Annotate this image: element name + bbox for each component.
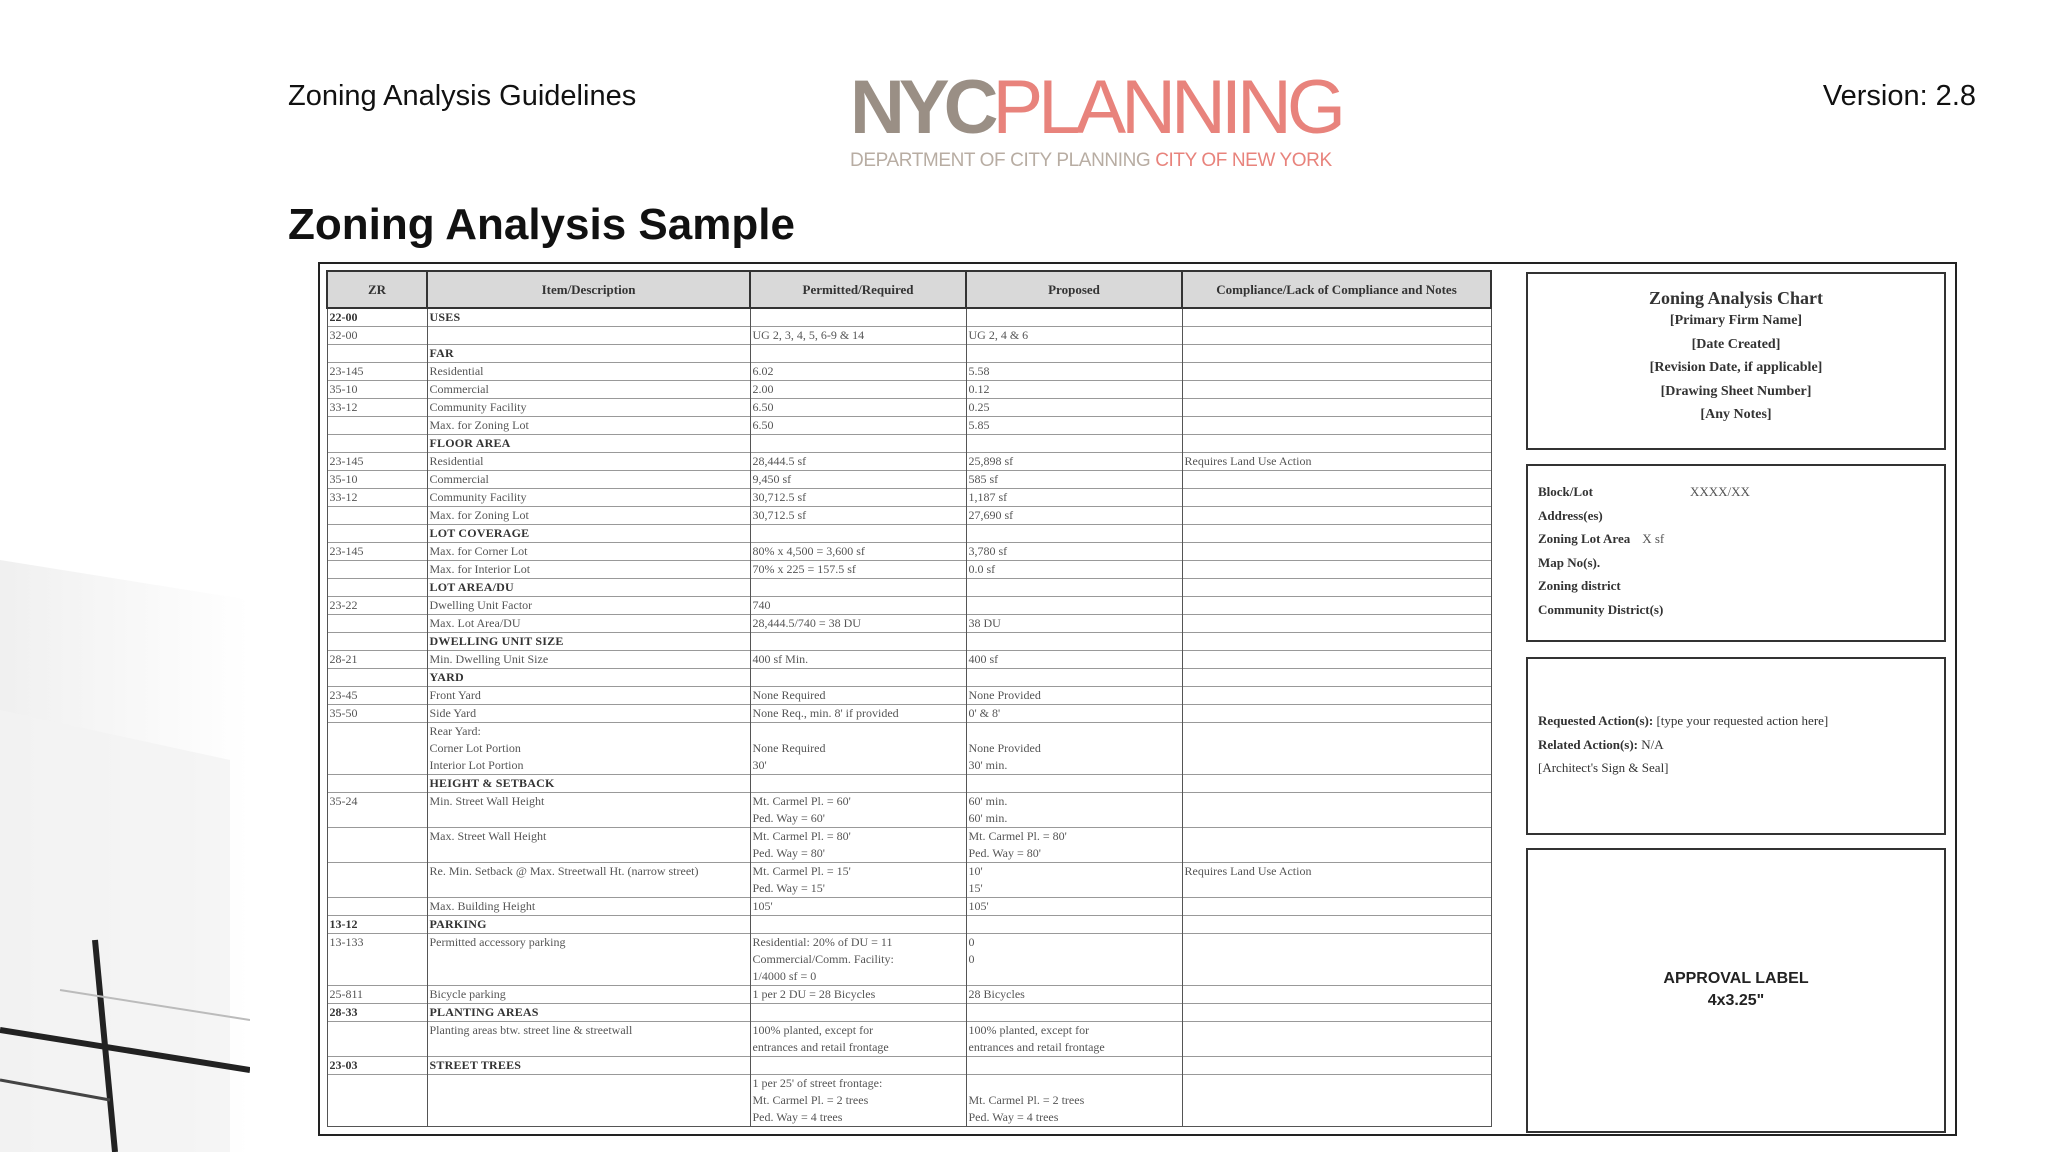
proposed-cell: 0.25	[966, 399, 1182, 417]
table-row	[327, 471, 1491, 489]
item-cell	[427, 327, 750, 345]
nyc-planning-logo	[850, 65, 1420, 171]
notes-cell	[1182, 1022, 1491, 1057]
permitted-cell: 9,450 sf	[750, 471, 966, 489]
item-cell: PARKING	[427, 916, 750, 934]
item-cell: Residential	[427, 453, 750, 471]
chart-box-sheet-number: [Drawing Sheet Number]	[1660, 383, 1812, 399]
zr-cell	[327, 898, 427, 916]
proposed-cell	[966, 633, 1182, 651]
table-row	[327, 828, 1491, 863]
zr-cell	[327, 561, 427, 579]
zr-cell	[327, 507, 427, 525]
table-section-row	[327, 1004, 1491, 1022]
approval-label-box	[1526, 848, 1946, 1133]
zr-cell: 23-03	[327, 1057, 427, 1075]
address-row	[1538, 504, 1934, 528]
zr-cell: 33-12	[327, 489, 427, 507]
notes-cell	[1182, 828, 1491, 863]
item-cell: Community Facility	[427, 399, 750, 417]
zr-cell: 35-10	[327, 381, 427, 399]
zr-cell	[327, 435, 427, 453]
related-action-value: N/A	[1641, 736, 1664, 752]
permitted-cell: Mt. Carmel Pl. = 80' Ped. Way = 80'	[750, 828, 966, 863]
table-section-row	[327, 633, 1491, 651]
proposed-cell: 5.85	[966, 417, 1182, 435]
item-cell: HEIGHT & SETBACK	[427, 775, 750, 793]
table-section-row	[327, 916, 1491, 934]
permitted-cell	[750, 1004, 966, 1022]
table-row	[327, 597, 1491, 615]
notes-cell	[1182, 669, 1491, 687]
zr-cell: 23-145	[327, 543, 427, 561]
proposed-cell	[966, 669, 1182, 687]
item-cell: Commercial	[427, 471, 750, 489]
notes-cell	[1182, 543, 1491, 561]
notes-cell	[1182, 435, 1491, 453]
zoning-lot-area-row	[1538, 527, 1934, 551]
permitted-cell: 1 per 25' of street frontage: Mt. Carmel Pl. = 2 trees Ped. Way = 4 trees	[750, 1075, 966, 1127]
block-lot-value: XXXX/XX	[1690, 484, 1750, 499]
item-cell: Commercial	[427, 381, 750, 399]
permitted-cell: 100% planted, except for entrances and retail frontage	[750, 1022, 966, 1057]
proposed-cell	[966, 775, 1182, 793]
proposed-cell: 27,690 sf	[966, 507, 1182, 525]
notes-cell	[1182, 381, 1491, 399]
table-row	[327, 1022, 1491, 1057]
table-row	[327, 399, 1491, 417]
notes-cell	[1182, 1075, 1491, 1127]
zr-cell	[327, 723, 427, 775]
zoning-analysis-table	[326, 270, 1492, 1127]
table-row	[327, 453, 1491, 471]
proposed-cell: 38 DU	[966, 615, 1182, 633]
permitted-cell: 6.50	[750, 417, 966, 435]
requested-action-label: Requested Action(s):	[1538, 713, 1654, 728]
zoning-district-row	[1538, 574, 1934, 598]
permitted-cell: 80% x 4,500 = 3,600 sf	[750, 543, 966, 561]
table-row	[327, 615, 1491, 633]
item-cell: Re. Min. Setback @ Max. Streetwall Ht. (narrow street)	[427, 863, 750, 898]
permitted-cell: UG 2, 3, 4, 5, 6-9 & 14	[750, 327, 966, 345]
zr-cell: 23-145	[327, 453, 427, 471]
zr-cell	[327, 345, 427, 363]
proposed-cell: UG 2, 4 & 6	[966, 327, 1182, 345]
notes-cell	[1182, 561, 1491, 579]
item-cell: Max. for Interior Lot	[427, 561, 750, 579]
table-section-row	[327, 525, 1491, 543]
notes-cell	[1182, 345, 1491, 363]
notes-cell	[1182, 489, 1491, 507]
table-header-row	[327, 271, 1491, 308]
table-row	[327, 793, 1491, 828]
notes-cell	[1182, 898, 1491, 916]
table-row	[327, 687, 1491, 705]
permitted-cell	[750, 308, 966, 327]
notes-cell	[1182, 934, 1491, 986]
item-cell: Bicycle parking	[427, 986, 750, 1004]
item-cell: Min. Street Wall Height	[427, 793, 750, 828]
permitted-cell: 1 per 2 DU = 28 Bicycles	[750, 986, 966, 1004]
zr-cell: 13-12	[327, 916, 427, 934]
permitted-cell: 740	[750, 597, 966, 615]
table-section-row	[327, 1057, 1491, 1075]
zoning-analysis-sheet	[318, 262, 1957, 1136]
table-row	[327, 507, 1491, 525]
zr-cell	[327, 669, 427, 687]
proposed-cell: 0.12	[966, 381, 1182, 399]
table-row	[327, 705, 1491, 723]
chart-box-firm-name: [Primary Firm Name]	[1669, 313, 1803, 328]
table-row	[327, 543, 1491, 561]
zoning-lot-area-label: Zoning Lot Area	[1538, 531, 1631, 546]
zr-cell: 33-12	[327, 399, 427, 417]
community-district-label: Community District(s)	[1538, 601, 1664, 617]
zr-cell: 35-10	[327, 471, 427, 489]
zr-cell: 35-24	[327, 793, 427, 828]
header-version: Version: 2.8	[1822, 80, 1976, 112]
item-cell: Max. Lot Area/DU	[427, 615, 750, 633]
item-cell: Permitted accessory parking	[427, 934, 750, 986]
block-lot-label: Block/Lot	[1538, 484, 1593, 499]
permitted-cell: 105'	[750, 898, 966, 916]
community-district-row	[1538, 598, 1934, 622]
zr-cell: 23-22	[327, 597, 427, 615]
proposed-cell: 28 Bicycles	[966, 986, 1182, 1004]
permitted-cell: Residential: 20% of DU = 11 Commercial/Comm. Facility: 1/4000 sf = 0	[750, 934, 966, 986]
zr-cell: 23-145	[327, 363, 427, 381]
permitted-cell	[750, 525, 966, 543]
proposed-cell: 105'	[966, 898, 1182, 916]
permitted-cell: 6.50	[750, 399, 966, 417]
permitted-cell: 28,444.5 sf	[750, 453, 966, 471]
table-row	[327, 417, 1491, 435]
notes-cell	[1182, 525, 1491, 543]
zr-cell: 32-00	[327, 327, 427, 345]
zoning-lot-area-value: X sf	[1642, 531, 1665, 546]
background-decoration	[0, 560, 250, 1152]
block-lot-row	[1538, 480, 1934, 504]
permitted-cell: 400 sf Min.	[750, 651, 966, 669]
proposed-cell	[966, 308, 1182, 327]
proposed-cell	[966, 345, 1182, 363]
table-row	[327, 327, 1491, 345]
item-cell: Max. for Zoning Lot	[427, 507, 750, 525]
proposed-cell: 0.0 sf	[966, 561, 1182, 579]
chart-box-title: Zoning Analysis Chart	[1648, 288, 1824, 308]
logo-planning-text: PLANNING	[992, 65, 1342, 150]
table-section-row	[327, 308, 1491, 327]
permitted-cell: None Required 30'	[750, 723, 966, 775]
proposed-cell: 60' min. 60' min.	[966, 793, 1182, 828]
notes-cell	[1182, 916, 1491, 934]
item-cell: Side Yard	[427, 705, 750, 723]
address-label: Address(es)	[1538, 507, 1603, 523]
item-cell: Community Facility	[427, 489, 750, 507]
proposed-cell	[966, 1004, 1182, 1022]
chart-box-notes: [Any Notes]	[1700, 407, 1772, 422]
item-cell: USES	[427, 308, 750, 327]
permitted-cell	[750, 775, 966, 793]
zr-cell	[327, 525, 427, 543]
zr-cell: 23-45	[327, 687, 427, 705]
permitted-cell: None Req., min. 8' if provided	[750, 705, 966, 723]
notes-cell: Requires Land Use Action	[1182, 453, 1491, 471]
zr-cell	[327, 633, 427, 651]
zr-cell	[327, 615, 427, 633]
table-row	[327, 489, 1491, 507]
item-cell: PLANTING AREAS	[427, 1004, 750, 1022]
table-section-row	[327, 775, 1491, 793]
chart-box-date-created: [Date Created]	[1691, 336, 1781, 352]
actions-box	[1526, 657, 1946, 835]
permitted-cell: Mt. Carmel Pl. = 60' Ped. Way = 60'	[750, 793, 966, 828]
proposed-cell	[966, 916, 1182, 934]
table-row	[327, 1075, 1491, 1127]
permitted-cell: 28,444.5/740 = 38 DU	[750, 615, 966, 633]
notes-cell	[1182, 633, 1491, 651]
logo-city-text: CITY OF NEW YORK	[1155, 150, 1332, 171]
zoning-district-label: Zoning district	[1538, 578, 1621, 593]
permitted-cell	[750, 1057, 966, 1075]
notes-cell	[1182, 507, 1491, 525]
notes-cell	[1182, 986, 1491, 1004]
related-action-label: Related Action(s):	[1538, 736, 1639, 752]
item-cell: Front Yard	[427, 687, 750, 705]
proposed-cell	[966, 1057, 1182, 1075]
proposed-cell: None Provided	[966, 687, 1182, 705]
logo-dept-text: DEPARTMENT OF CITY PLANNING	[850, 150, 1151, 171]
zr-cell	[327, 1075, 427, 1127]
col-header-permitted: Permitted/Required	[750, 271, 966, 308]
notes-cell	[1182, 651, 1491, 669]
notes-cell	[1182, 579, 1491, 597]
table-row	[327, 381, 1491, 399]
notes-cell	[1182, 597, 1491, 615]
map-label: Map No(s).	[1538, 554, 1601, 570]
proposed-cell: 585 sf	[966, 471, 1182, 489]
zr-cell: 25-811	[327, 986, 427, 1004]
item-cell: Max. Street Wall Height	[427, 828, 750, 863]
notes-cell	[1182, 1004, 1491, 1022]
related-action-line	[1538, 733, 1934, 757]
permitted-cell	[750, 669, 966, 687]
col-header-zr: ZR	[327, 271, 427, 308]
item-cell: FLOOR AREA	[427, 435, 750, 453]
notes-cell	[1182, 705, 1491, 723]
proposed-cell: 10' 15'	[966, 863, 1182, 898]
permitted-cell	[750, 345, 966, 363]
zr-cell	[327, 863, 427, 898]
proposed-cell: 25,898 sf	[966, 453, 1182, 471]
item-cell: LOT AREA/DU	[427, 579, 750, 597]
requested-action-line	[1538, 709, 1934, 733]
proposed-cell	[966, 579, 1182, 597]
table-section-row	[327, 579, 1491, 597]
proposed-cell: 0 0	[966, 934, 1182, 986]
permitted-cell: 30,712.5 sf	[750, 489, 966, 507]
notes-cell	[1182, 417, 1491, 435]
item-cell: Rear Yard: Corner Lot Portion Interior Lot Portion	[427, 723, 750, 775]
proposed-cell: 0' & 8'	[966, 705, 1182, 723]
item-cell: DWELLING UNIT SIZE	[427, 633, 750, 651]
proposed-cell: 100% planted, except for entrances and retail frontage	[966, 1022, 1182, 1057]
notes-cell	[1182, 793, 1491, 828]
zr-cell	[327, 828, 427, 863]
page-title: Zoning Analysis Sample	[288, 200, 795, 249]
notes-cell	[1182, 471, 1491, 489]
table-body	[327, 308, 1491, 1127]
proposed-cell: 3,780 sf	[966, 543, 1182, 561]
item-cell: STREET TREES	[427, 1057, 750, 1075]
notes-cell	[1182, 363, 1491, 381]
proposed-cell: 400 sf	[966, 651, 1182, 669]
notes-cell	[1182, 308, 1491, 327]
proposed-cell: Mt. Carmel Pl. = 80' Ped. Way = 80'	[966, 828, 1182, 863]
permitted-cell	[750, 435, 966, 453]
zr-cell	[327, 417, 427, 435]
proposed-cell	[966, 435, 1182, 453]
table-section-row	[327, 345, 1491, 363]
table-row	[327, 363, 1491, 381]
permitted-cell: 70% x 225 = 157.5 sf	[750, 561, 966, 579]
notes-cell	[1182, 327, 1491, 345]
zr-cell	[327, 775, 427, 793]
notes-cell	[1182, 399, 1491, 417]
permitted-cell: 2.00	[750, 381, 966, 399]
item-cell: LOT COVERAGE	[427, 525, 750, 543]
notes-cell	[1182, 687, 1491, 705]
item-cell: Residential	[427, 363, 750, 381]
approval-label-size: 4x3.25"	[1707, 992, 1765, 1009]
header-document-title: Zoning Analysis Guidelines	[288, 80, 637, 112]
requested-action-value: [type your requested action here]	[1656, 713, 1829, 728]
table-row	[327, 651, 1491, 669]
table-row	[327, 934, 1491, 986]
zr-cell	[327, 579, 427, 597]
permitted-cell: 30,712.5 sf	[750, 507, 966, 525]
item-cell: FAR	[427, 345, 750, 363]
zoning-analysis-chart-box	[1526, 272, 1946, 450]
logo-nyc-text: NYC	[850, 65, 993, 150]
chart-box-revision-date: [Revision Date, if applicable]	[1649, 360, 1823, 375]
permitted-cell	[750, 579, 966, 597]
item-cell: Max. Building Height	[427, 898, 750, 916]
col-header-notes: Compliance/Lack of Compliance and Notes	[1182, 271, 1491, 308]
item-cell: Planting areas btw. street line & streetwall	[427, 1022, 750, 1057]
table-row	[327, 723, 1491, 775]
permitted-cell	[750, 633, 966, 651]
architect-seal-line: [Architect's Sign & Seal]	[1538, 760, 1669, 775]
table-section-row	[327, 435, 1491, 453]
zr-cell: 13-133	[327, 934, 427, 986]
zr-cell: 28-21	[327, 651, 427, 669]
col-header-proposed: Proposed	[966, 271, 1182, 308]
notes-cell	[1182, 723, 1491, 775]
item-cell: YARD	[427, 669, 750, 687]
table-row	[327, 898, 1491, 916]
proposed-cell: None Provided 30' min.	[966, 723, 1182, 775]
proposed-cell: 5.58	[966, 363, 1182, 381]
permitted-cell: 6.02	[750, 363, 966, 381]
notes-cell	[1182, 775, 1491, 793]
proposed-cell: 1,187 sf	[966, 489, 1182, 507]
item-cell: Max. for Zoning Lot	[427, 417, 750, 435]
item-cell: Max. for Corner Lot	[427, 543, 750, 561]
zr-cell: 35-50	[327, 705, 427, 723]
table-row	[327, 986, 1491, 1004]
table-section-row	[327, 669, 1491, 687]
item-cell	[427, 1075, 750, 1127]
notes-cell	[1182, 615, 1491, 633]
proposed-cell: Mt. Carmel Pl. = 2 trees Ped. Way = 4 trees	[966, 1075, 1182, 1127]
proposed-cell	[966, 597, 1182, 615]
item-cell: Dwelling Unit Factor	[427, 597, 750, 615]
notes-cell	[1182, 1057, 1491, 1075]
proposed-cell	[966, 525, 1182, 543]
approval-label-title: APPROVAL LABEL	[1663, 970, 1809, 987]
zr-cell	[327, 1022, 427, 1057]
col-header-item: Item/Description	[427, 271, 750, 308]
map-row	[1538, 551, 1934, 575]
item-cell: Min. Dwelling Unit Size	[427, 651, 750, 669]
table-row	[327, 863, 1491, 898]
zr-cell: 22-00	[327, 308, 427, 327]
zr-cell: 28-33	[327, 1004, 427, 1022]
notes-cell: Requires Land Use Action	[1182, 863, 1491, 898]
property-info-box	[1526, 464, 1946, 642]
permitted-cell: Mt. Carmel Pl. = 15' Ped. Way = 15'	[750, 863, 966, 898]
permitted-cell: None Required	[750, 687, 966, 705]
table-row	[327, 561, 1491, 579]
permitted-cell	[750, 916, 966, 934]
